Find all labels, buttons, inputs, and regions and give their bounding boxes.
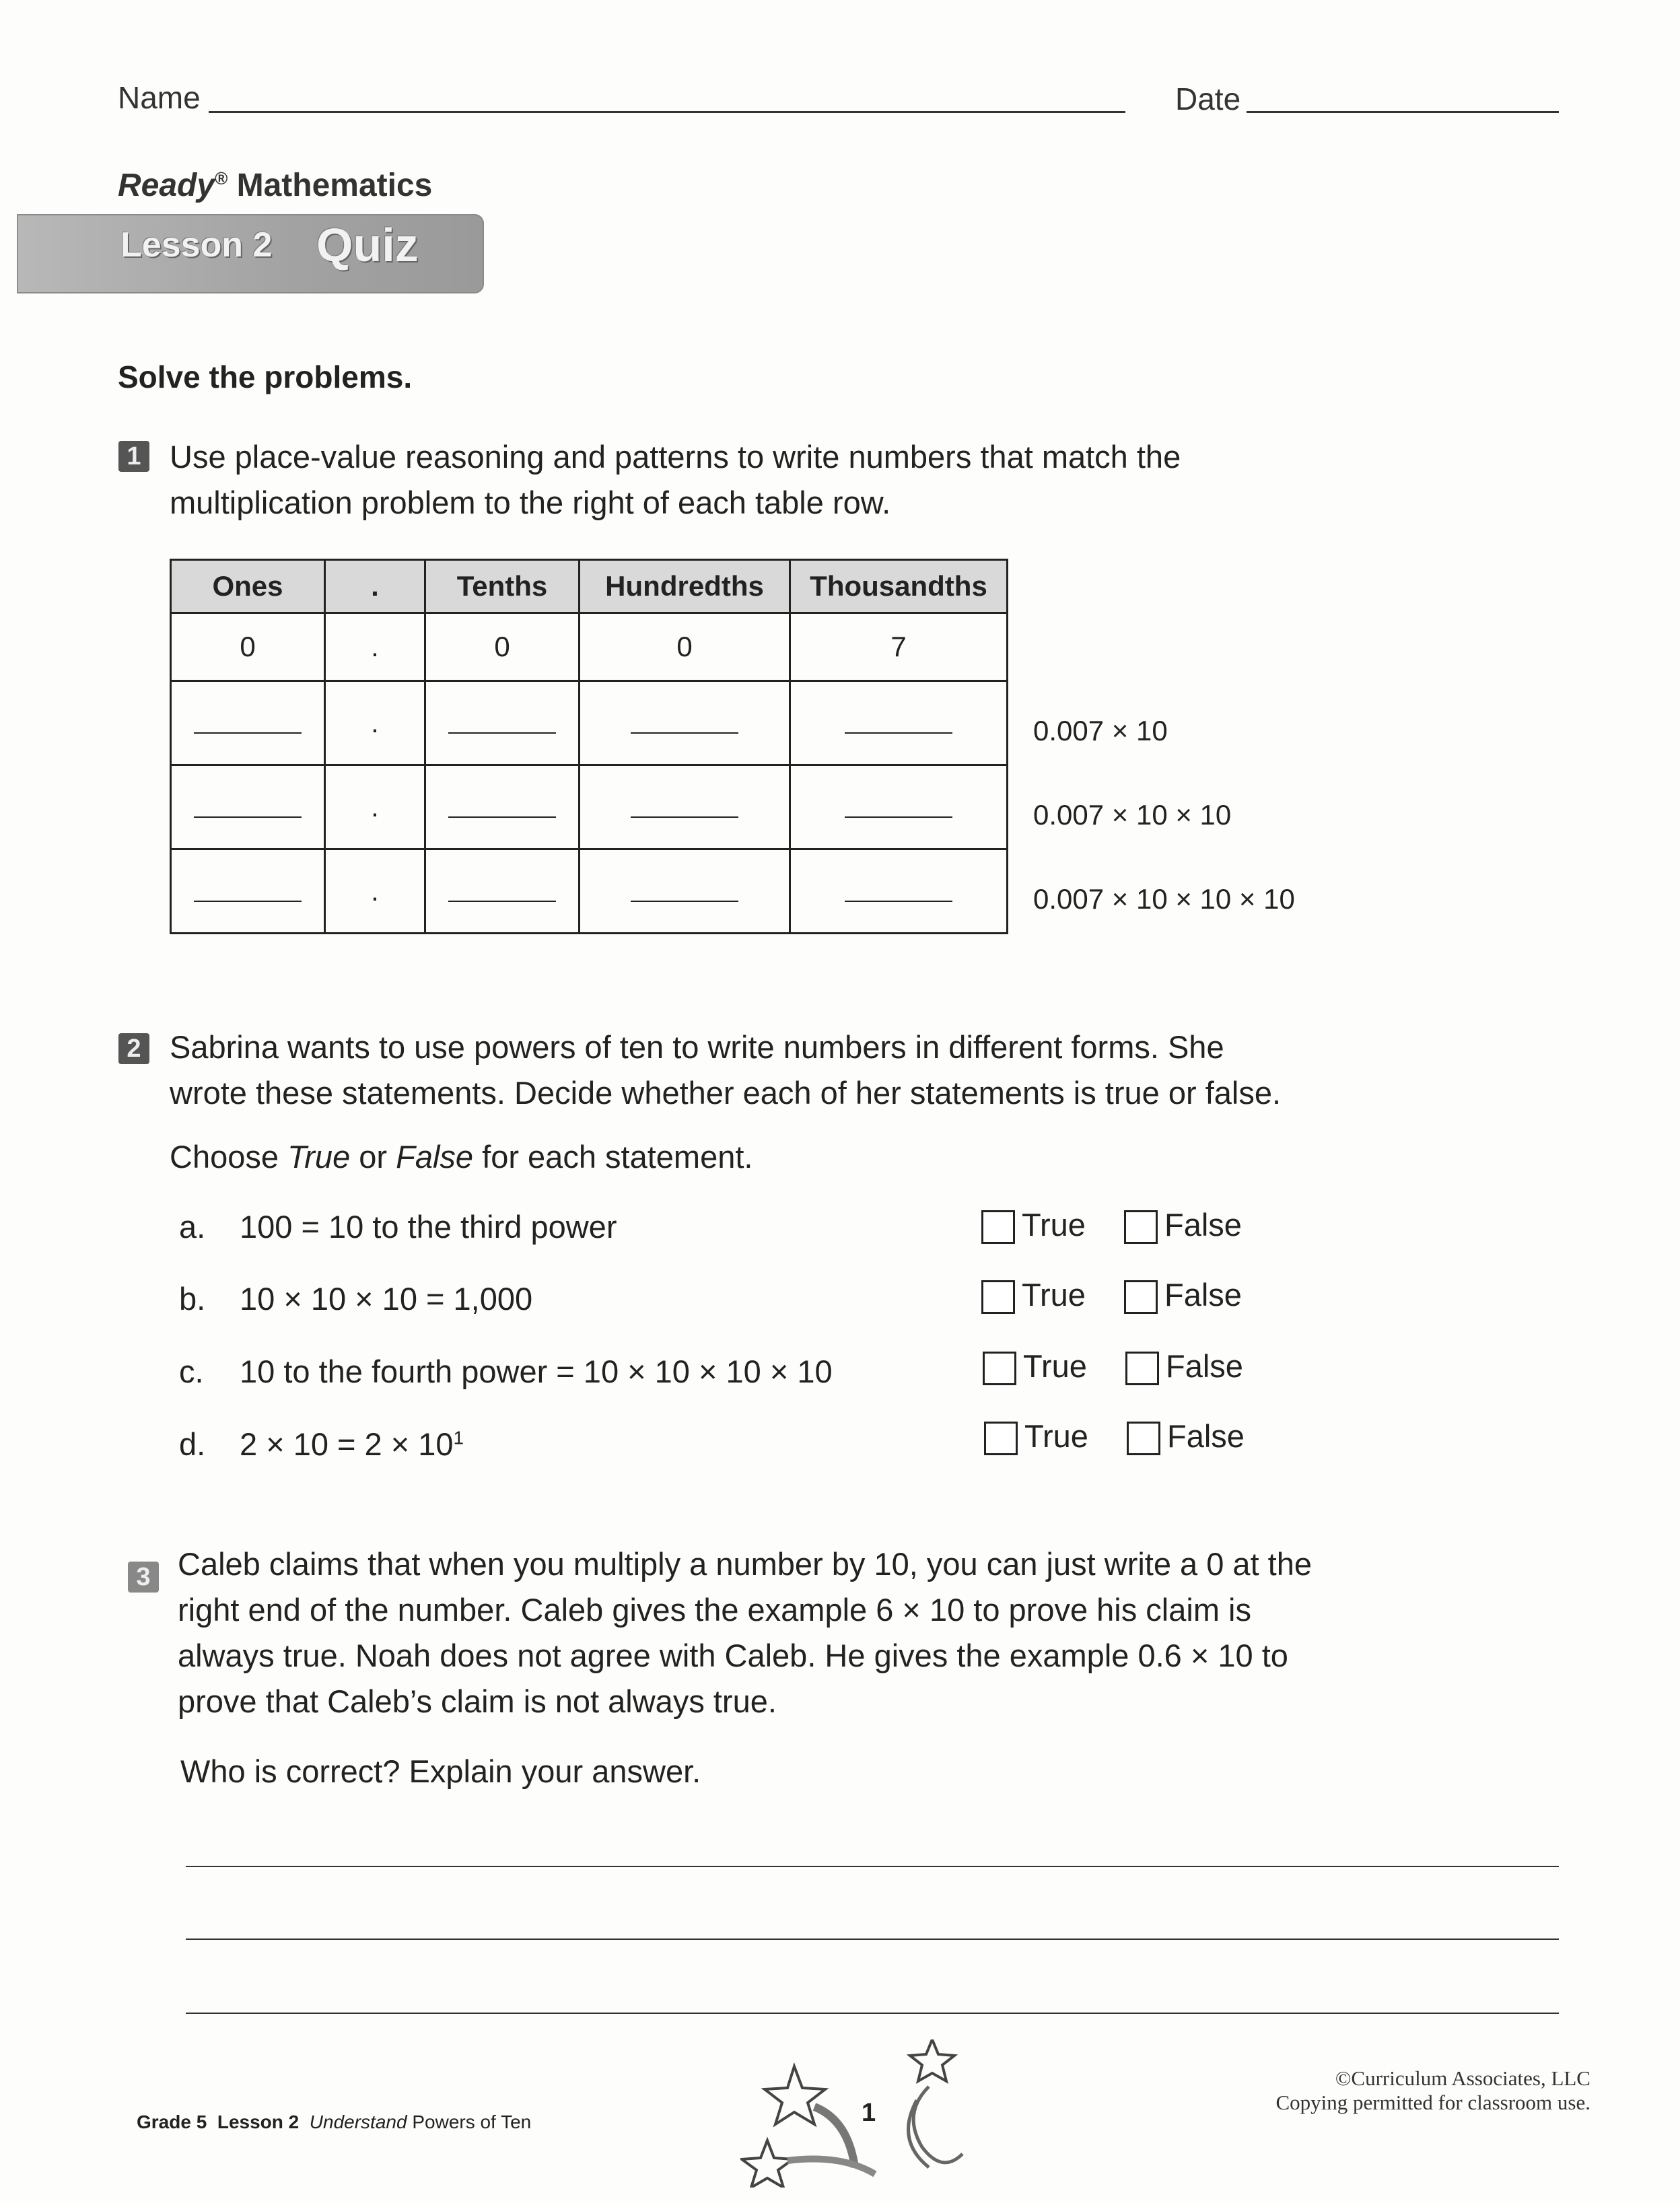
question-2-line1: Sabrina wants to use powers of ten to write numbers in different forms. She <box>170 1029 1224 1065</box>
item-a-text: 100 = 10 to the third power <box>240 1209 617 1245</box>
item-c-true-checkbox[interactable] <box>983 1352 1016 1385</box>
blank-tenths[interactable] <box>448 732 556 734</box>
item-c-false-checkbox[interactable] <box>1125 1352 1159 1385</box>
item-b-text: 10 × 10 × 10 = 1,000 <box>240 1281 533 1317</box>
item-b-true-label: True <box>1022 1277 1086 1313</box>
copyright-block <box>1276 2066 1591 2115</box>
header-ones: Ones <box>171 560 325 613</box>
item-b-false-label: False <box>1164 1277 1242 1313</box>
brand-mathematics: Mathematics <box>236 168 433 203</box>
choose-true: True <box>287 1139 351 1175</box>
cell-decimal: . <box>325 613 425 681</box>
answer-line-3[interactable] <box>186 2013 1559 2014</box>
lesson-banner <box>17 214 484 293</box>
item-a-letter: a. <box>179 1209 206 1245</box>
item-c-true-label: True <box>1023 1348 1087 1384</box>
blank-thousandths[interactable] <box>845 732 952 734</box>
choose-or: or <box>350 1139 396 1175</box>
answer-line-1[interactable] <box>186 1866 1559 1867</box>
item-b-letter: b. <box>179 1281 206 1317</box>
table-row <box>171 765 1008 849</box>
footer-understand: Understand <box>309 2111 407 2132</box>
brand-registered: ® <box>215 168 228 188</box>
copy-permission: Copying permitted for classroom use. <box>1275 2091 1590 2114</box>
question-1-line2: multiplication problem to the right of each table row. <box>170 485 891 521</box>
item-c-letter: c. <box>179 1354 204 1389</box>
item-d-true-checkbox[interactable] <box>984 1422 1018 1455</box>
cell-decimal: . <box>325 681 425 765</box>
expression-row-3: 0.007 × 10 × 10 × 10 <box>1033 883 1295 915</box>
question-2-line2: wrote these statements. Decide whether each of her statements is true or false. <box>170 1075 1282 1111</box>
name-field[interactable] <box>209 111 1125 113</box>
item-a-true-checkbox[interactable] <box>981 1210 1015 1244</box>
table-row <box>171 681 1008 765</box>
instructions: Solve the problems. <box>118 359 413 394</box>
page-number: 1 <box>862 2099 876 2127</box>
table-row <box>171 613 1008 681</box>
date-label: Date <box>1175 81 1241 116</box>
item-d-false-checkbox[interactable] <box>1127 1422 1160 1455</box>
item-d-letter: d. <box>179 1426 206 1462</box>
item-b-true-checkbox[interactable] <box>981 1280 1015 1314</box>
item-d-false-label: False <box>1167 1418 1245 1454</box>
copyright: ©Curriculum Associates, LLC <box>1335 2066 1590 2090</box>
expression-row-2: 0.007 × 10 × 10 <box>1033 799 1232 831</box>
header-hundredths: Hundredths <box>580 560 790 613</box>
choose-suffix: for each statement. <box>473 1139 753 1175</box>
blank-hundredths[interactable] <box>631 732 738 734</box>
question-3-prompt: Who is correct? Explain your answer. <box>180 1753 701 1789</box>
question-1-text <box>170 434 1181 526</box>
header-tenths: Tenths <box>425 560 580 613</box>
cell-thousandths: 7 <box>790 613 1008 681</box>
name-label: Name <box>118 80 201 115</box>
blank-ones[interactable] <box>194 901 302 902</box>
cell-decimal: . <box>325 765 425 849</box>
choose-instruction <box>170 1134 753 1180</box>
cell-hundredths: 0 <box>580 613 790 681</box>
question-3-line4: prove that Caleb’s claim is not always true. <box>178 1683 777 1719</box>
header-decimal: . <box>325 560 425 613</box>
expression-row-1: 0.007 × 10 <box>1033 715 1168 746</box>
item-a-true-label: True <box>1022 1207 1086 1243</box>
question-2-text <box>170 1024 1281 1116</box>
blank-hundredths[interactable] <box>631 816 738 818</box>
quiz-label: Quiz <box>316 219 419 271</box>
question-2-number: 2 <box>118 1033 149 1064</box>
item-a-false-label: False <box>1164 1207 1242 1243</box>
blank-ones[interactable] <box>194 732 302 734</box>
blank-thousandths[interactable] <box>845 816 952 818</box>
question-3-text <box>178 1541 1312 1724</box>
blank-hundredths[interactable] <box>631 901 738 902</box>
blank-ones[interactable] <box>194 816 302 818</box>
question-1-number: 1 <box>118 441 149 472</box>
question-3-number: 3 <box>128 1562 159 1593</box>
cell-decimal: . <box>325 849 425 934</box>
blank-tenths[interactable] <box>448 816 556 818</box>
question-3-line2: right end of the number. Caleb gives the example 6 × 10 to prove his claim is <box>178 1592 1251 1628</box>
choose-false: False <box>396 1139 474 1175</box>
answer-line-2[interactable] <box>186 1938 1559 1940</box>
item-d-true-label: True <box>1024 1418 1088 1454</box>
table-row <box>171 849 1008 934</box>
place-value-table <box>170 559 1008 934</box>
blank-thousandths[interactable] <box>845 901 952 902</box>
blank-tenths[interactable] <box>448 901 556 902</box>
brand-title <box>118 167 432 204</box>
header-thousandths: Thousandths <box>790 560 1008 613</box>
lesson-label: Lesson 2 <box>120 225 273 265</box>
cell-tenths: 0 <box>425 613 580 681</box>
brand-ready: Ready <box>118 168 215 203</box>
item-d-exponent: 1 <box>453 1427 464 1448</box>
item-c-false-label: False <box>1166 1348 1243 1384</box>
item-d-expression: 2 × 10 = 2 × 10 <box>240 1426 454 1462</box>
cell-ones: 0 <box>171 613 325 681</box>
item-b-false-checkbox[interactable] <box>1124 1280 1158 1314</box>
item-d-text <box>240 1426 464 1463</box>
item-c-text: 10 to the fourth power = 10 × 10 × 10 × 10 <box>240 1354 833 1389</box>
date-field[interactable] <box>1247 111 1559 113</box>
footer-topic: Powers of Ten <box>412 2111 532 2132</box>
shooting-stars-icon <box>740 2039 969 2188</box>
question-3-line1: Caleb claims that when you multiply a number by 10, you can just write a 0 at the <box>178 1546 1312 1582</box>
question-3-line3: always true. Noah does not agree with Caleb. He gives the example 0.6 × 10 to <box>178 1638 1288 1673</box>
footer-grade: Grade 5 <box>137 2111 207 2132</box>
item-a-false-checkbox[interactable] <box>1124 1210 1158 1244</box>
footer-lesson: Lesson 2 <box>217 2111 300 2132</box>
footer-course <box>137 2111 531 2133</box>
question-1-line1: Use place-value reasoning and patterns to write numbers that match the <box>170 439 1181 475</box>
table-header-row <box>171 560 1008 613</box>
choose-prefix: Choose <box>170 1139 288 1175</box>
